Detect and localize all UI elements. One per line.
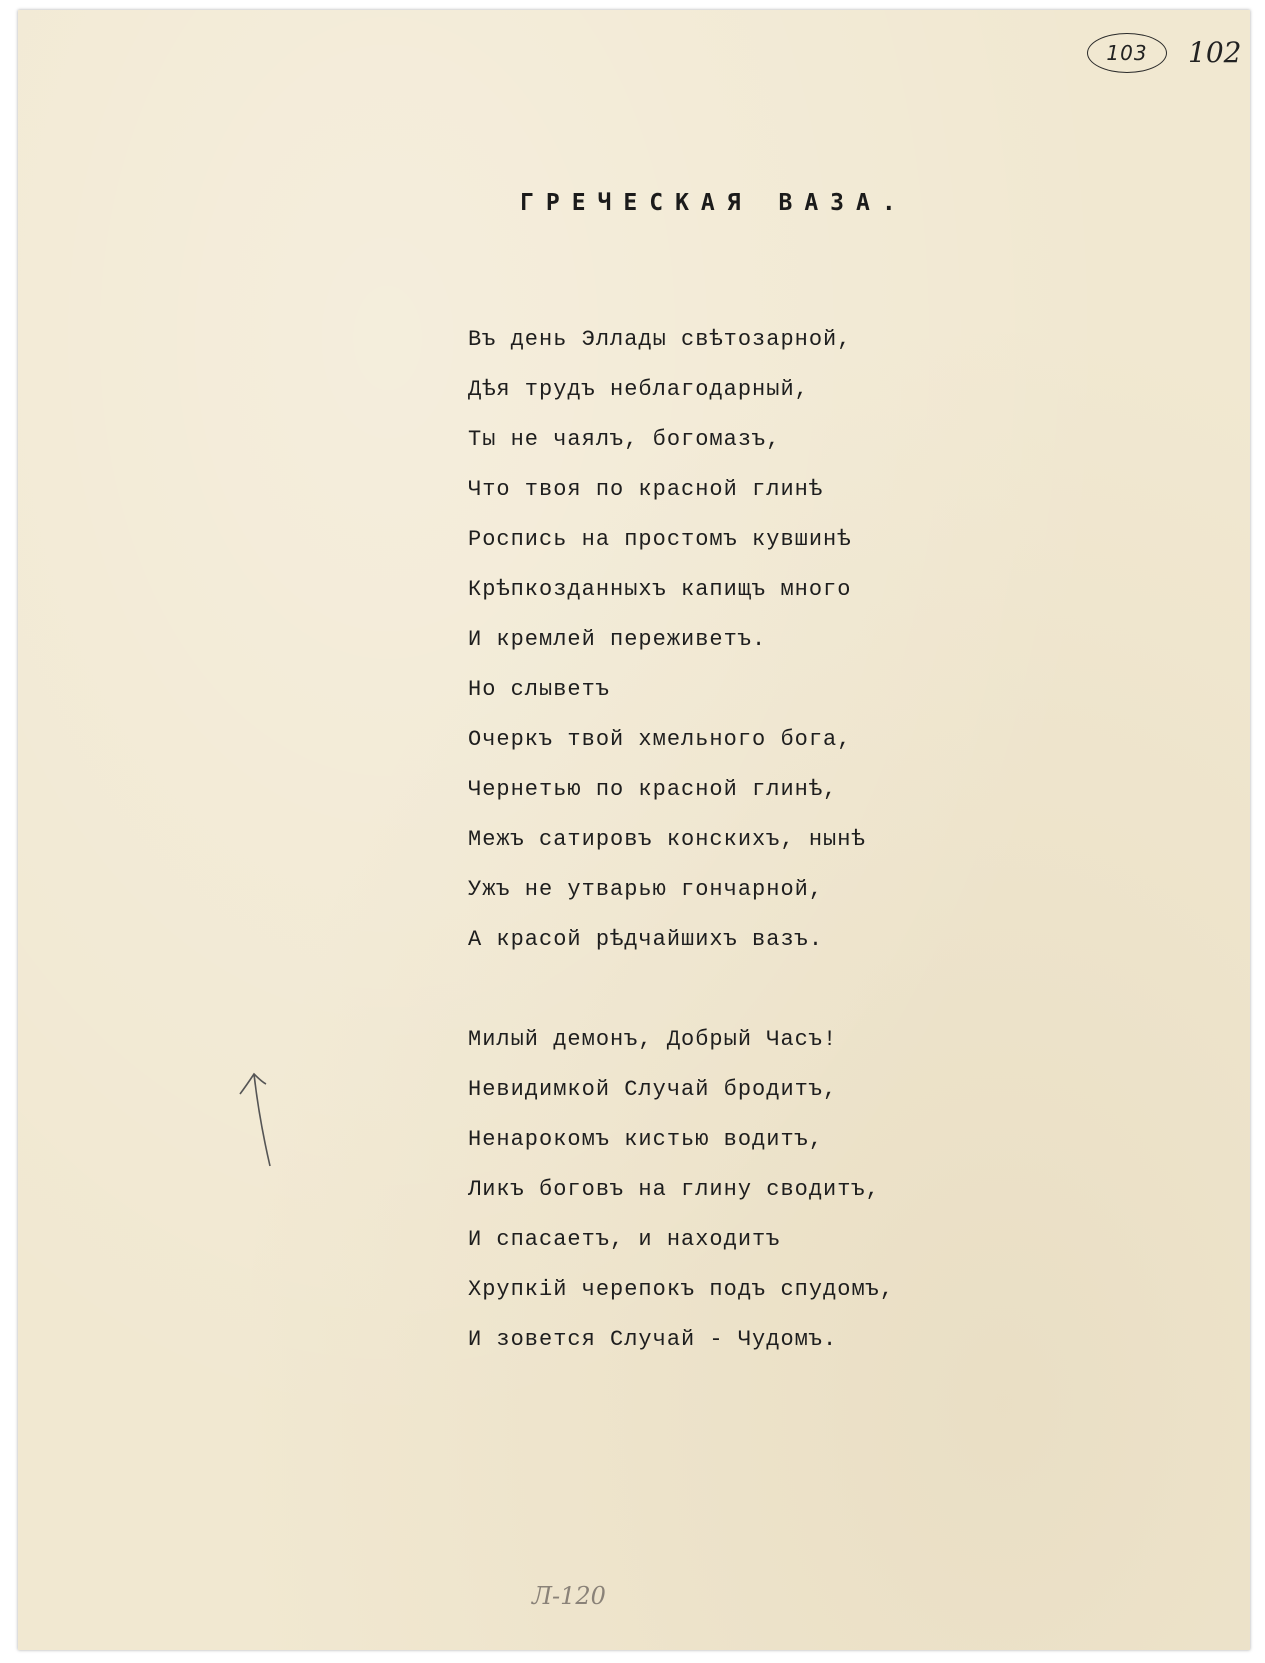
verse-line: Но слыветъ xyxy=(468,677,611,702)
verse-line: Межъ сатировъ конскихъ, нынѣ xyxy=(468,827,866,852)
pencil-arrow-mark xyxy=(232,1060,292,1170)
handwritten-page-number: 102 xyxy=(1188,36,1242,69)
verse-line: Ты не чаялъ, богомазъ, xyxy=(468,427,781,452)
verse-line: И кремлей переживетъ. xyxy=(468,627,767,652)
poem-body xyxy=(468,315,894,1365)
verse-line: Роспись на простомъ кувшинѣ xyxy=(468,527,852,552)
stanza-1 xyxy=(468,315,894,965)
verse-line: Хрупкій черепокъ подъ спудомъ, xyxy=(468,1277,895,1302)
archive-mark: Л-120 xyxy=(532,1582,606,1610)
circled-page-number: 103 xyxy=(1087,33,1167,73)
verse-line: Въ день Эллады свѣтозарной, xyxy=(468,327,852,352)
verse-line: И зовется Случай - Чудомъ. xyxy=(468,1327,838,1352)
verse-line: Крѣпкозданныхъ капищъ много xyxy=(468,577,852,602)
verse-line: Милый демонъ, Добрый Часъ! xyxy=(468,1027,838,1052)
verse-line: Очеркъ твой хмельного бога, xyxy=(468,727,852,752)
verse-line: Дѣя трудъ неблагодарный, xyxy=(468,377,809,402)
poem-title: ГРЕЧЕСКАЯ ВАЗА. xyxy=(520,190,908,216)
verse-line: А красой рѣдчайшихъ вазъ. xyxy=(468,927,824,952)
verse-line: И спасаетъ, и находитъ xyxy=(468,1227,781,1252)
verse-line: Что твоя по красной глинѣ xyxy=(468,477,824,502)
verse-line: Ненарокомъ кистью водитъ, xyxy=(468,1127,824,1152)
stanza-break xyxy=(468,965,894,1015)
verse-line: Ликъ боговъ на глину сводитъ, xyxy=(468,1177,880,1202)
verse-line: Ужъ не утварью гончарной, xyxy=(468,877,824,902)
verse-line: Невидимкой Случай бродитъ, xyxy=(468,1077,838,1102)
stanza-2 xyxy=(468,1015,894,1365)
verse-line: Чернетью по красной глинѣ, xyxy=(468,777,838,802)
